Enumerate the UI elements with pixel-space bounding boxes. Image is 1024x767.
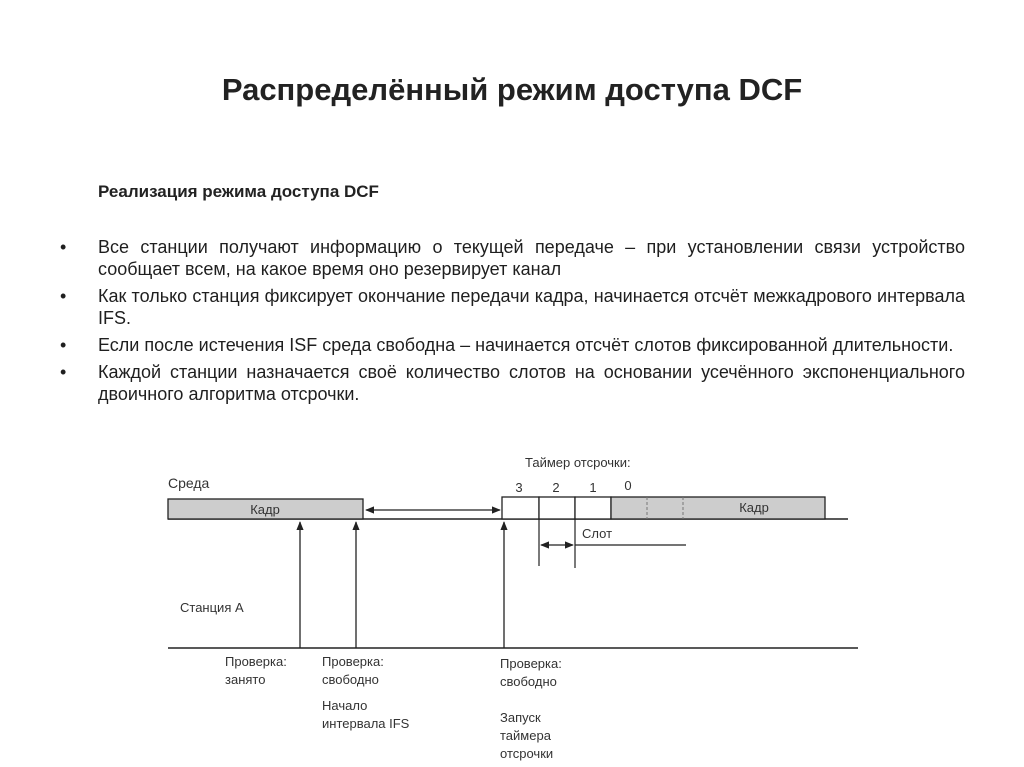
timer-start-label: таймера <box>500 728 551 743</box>
check-busy-label: занято <box>225 672 266 687</box>
ifs-start-label: интервала IFS <box>322 716 410 731</box>
timer-start-label: Запуск <box>500 710 541 725</box>
frame-label: Кадр <box>739 500 769 515</box>
bullet-marker: • <box>60 286 67 306</box>
frame-block <box>611 497 825 519</box>
slide-subtitle: Реализация режима доступа DCF <box>98 182 379 201</box>
bullet-text: Каждой станции назначается своё количество слотов на основании усечённого экспоненциального двоичного алгоритма отсрочки. <box>98 362 965 404</box>
slot-label: Слот <box>582 526 613 541</box>
slot-number: 3 <box>515 480 523 495</box>
slot-cell <box>575 497 611 519</box>
ifs-start-label: Начало <box>322 698 368 713</box>
station-label: Станция А <box>180 600 244 615</box>
bullet-text: Как только станция фиксирует окончание передачи кадра, начинается отсчёт межкадрового интервала IFS. <box>98 286 965 328</box>
check-free-label: свободно <box>322 672 379 687</box>
medium-label: Среда <box>168 475 210 491</box>
bullet-marker: • <box>60 362 67 382</box>
timer-label: Таймер отсрочки: <box>525 455 631 470</box>
slot-number: 1 <box>589 480 597 495</box>
bullet-marker: • <box>60 237 67 257</box>
bullet-text: Все станции получают информацию о текущей передаче – при установлении связи устройство сообщает всем, на какое время оно резервирует канал <box>98 237 965 279</box>
slot-cell <box>539 497 575 519</box>
slot-cell <box>502 497 539 519</box>
slot-number: 2 <box>552 480 560 495</box>
check-free-label: Проверка: <box>322 654 384 669</box>
check-free-label: свободно <box>500 674 557 689</box>
bullet-marker: • <box>60 335 67 355</box>
bullet-text: Если после истечения ISF среда свободна – начинается отсчёт слотов фиксированной длительности. <box>98 335 954 355</box>
slot-number: 0 <box>624 478 632 493</box>
slide-title: Распределённый режим доступа DCF <box>221 72 803 107</box>
check-free-label: Проверка: <box>500 656 562 671</box>
frame-label: Кадр <box>250 502 280 517</box>
check-busy-label: Проверка: <box>225 654 287 669</box>
timer-start-label: отсрочки <box>500 746 554 761</box>
